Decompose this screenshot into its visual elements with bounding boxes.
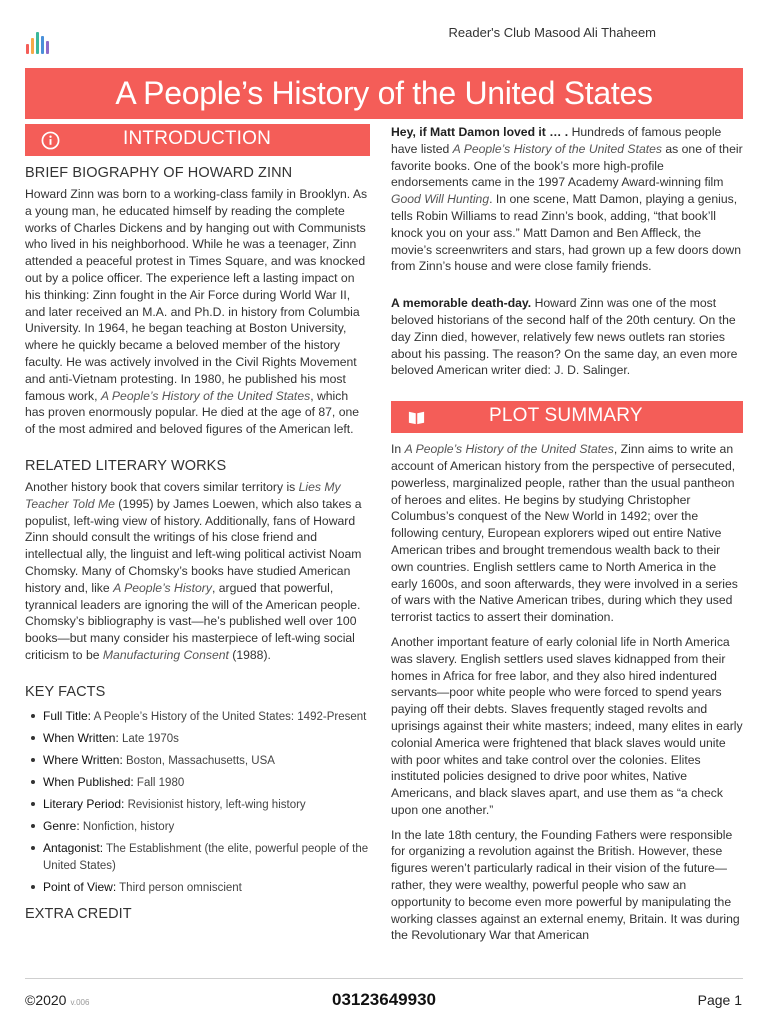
related-works-title: RELATED LITERARY WORKS <box>25 457 227 474</box>
plot-summary-paragraph-1: In A People’s History of the United States, Zinn aims to write an account of American history from the perspective of persecuted, powerless, marginalized people, rather than the usual pantheon of heroes and elites. He begins by studying Christopher Columbus’s conquest of the New World in 1492; over the following century, European explorers wiped out entire Native American tribes and brought tremendous wealth back to their own countries. English settlers came to North America in the early 1600s, and soon afterwards, they were involved in a series of wars with the Native American tribes, during which they used terrorist tactics to assert their domination. <box>391 442 738 625</box>
biography-title: BRIEF BIOGRAPHY OF HOWARD ZINN <box>25 165 293 181</box>
info-icon <box>41 131 60 150</box>
bar-chart-logo-icon <box>26 28 56 54</box>
plot-summary-paragraph-2: Another important feature of early colonial life in North America was slavery. English settlers used slaves kidnapped from their homes in Africa for free labor, and they also hired indentured servants—poor white people who were forced to spend years paying off their debts. Slaves frequently staged revolts and uprisings against their white masters; indeed, many elites in early colonial America were frightened that black slaves would unite with poor whites and take control over the colonies. Elites instituted policies designed to drive poor whites, Native Americans, and black slaves apart, and use them as “a check upon one another.” <box>391 634 743 817</box>
extra-credit-death-day: A memorable death-day. Howard Zinn was one of the most beloved historians of the second half of the 20th century. On the day Zinn died, however, relatively few news outlets ran stories about his passing. The reason? On the same day, an even more beloved American writer died: J. D. Salinger. <box>391 296 738 378</box>
related-works-text: Another history book that covers similar territory is Lies My Teacher Told Me (1995) by James Loewen, which also takes a populist, left-wing view of history. Additionally, fans of Howard Zinn should consult the writings of his close friend and intellectual ally, the linguist and left-wing political activist Noam Chomsky. Many of Chomsky’s books have studied American history and, like A People’s History, argued that powerful, tyrannical leaders are ignoring the will of the American people. Chomsky’s bibliography is vast—he’s published well over 100 books—but many consider his masterpiece of left-wing social criticism to be Manufacturing Consent (1988). <box>25 479 362 662</box>
key-facts-title: KEY FACTS <box>25 683 106 700</box>
key-fact-item: Point of View: Third person omniscient <box>25 879 370 896</box>
plot-summary-paragraph-3: In the late 18th century, the Founding Fathers were responsible for organizing a revolution against the British. However, these figures weren’t particularly radical in their vision of the future—rather, they were wealthy, powerful people who saw an opportunity to become even more powerful by manipulating the working classes against an external enemy, Britain. It was during the Revolutionary War that American <box>391 827 740 943</box>
lies-my-teacher-link[interactable]: Lies My Teacher Told Me <box>25 479 341 511</box>
footer-version: v.006 <box>70 998 90 1007</box>
plot-summary-header <box>391 401 743 433</box>
site-name: Reader's Club Masood Ali Thaheem <box>448 25 656 40</box>
key-fact-item: Where Written: Boston, Massachusetts, USA <box>25 752 370 769</box>
footer-phone: 03123649930 <box>331 990 436 1009</box>
footer-divider <box>25 978 743 979</box>
key-fact-item: Antagonist: The Establishment (the elite, powerful people of the United States) <box>25 840 370 874</box>
key-facts-list <box>25 708 370 896</box>
key-fact-item: Genre: Nonfiction, history <box>25 818 370 835</box>
left-column <box>25 124 370 927</box>
footer-page-number: Page 1 <box>697 992 742 1008</box>
key-fact-item: Full Title: A People’s History of the United States: 1492-Present <box>25 708 370 725</box>
introduction-heading: INTRODUCTION <box>123 128 272 149</box>
plot-summary-heading: PLOT SUMMARY <box>489 405 643 427</box>
right-column <box>391 124 743 944</box>
extra-credit-damon: Hey, if Matt Damon loved it … . Hundreds of famous people have listed A People’s History of the United States as one of their favorite books. One of the book’s more high-profile endorsements came in the 1997 Academy Award-winning film Good Will Hunting. In one scene, Matt Damon, playing a genius, tells Robin Williams to read Zinn’s book, adding, “that book’ll knock you on your ass.” Matt Damon and Ben Affleck, the movie’s screenwriters and stars, had grown up a few doors down from Zinn’s house and were close family friends. <box>391 125 743 274</box>
introduction-header <box>25 124 370 156</box>
book-icon <box>407 408 426 427</box>
extra-credit-title: EXTRA CREDIT <box>25 905 132 922</box>
key-fact-item: Literary Period: Revisionist history, left-wing history <box>25 796 370 813</box>
biography-text: Howard Zinn was born to a working-class family in Brooklyn. As a young man, he educated himself by reading the complete works of Charles Dickens and by hanging out with Communists who lived in his neighborhood. While he was a teenager, Zinn attended a peaceful protest in Times Square, and was knocked out by a police officer. The experience left a lasting impact on his thinking: Zinn fought in the Air Force during World War II, and later received an M.A. and Ph.D. in history from Columbia University. In 1964, he began teaching at Boston University, where he quickly became a beloved member of the history faculty. He was actively involved in the Civil Rights Movement and anti-Vietnam protesting. In 1980, he published his most famous work, A People’s History of the United States, which has proven enormously popular. He died at the age of 87, one of the most admired and beloved figures of the American left. <box>25 187 368 437</box>
page-title: A People’s History of the United States <box>25 68 743 119</box>
footer-copyright: ©2020 v.006 <box>25 992 90 1008</box>
key-fact-item: When Published: Fall 1980 <box>25 774 370 791</box>
key-fact-item: When Written: Late 1970s <box>25 730 370 747</box>
